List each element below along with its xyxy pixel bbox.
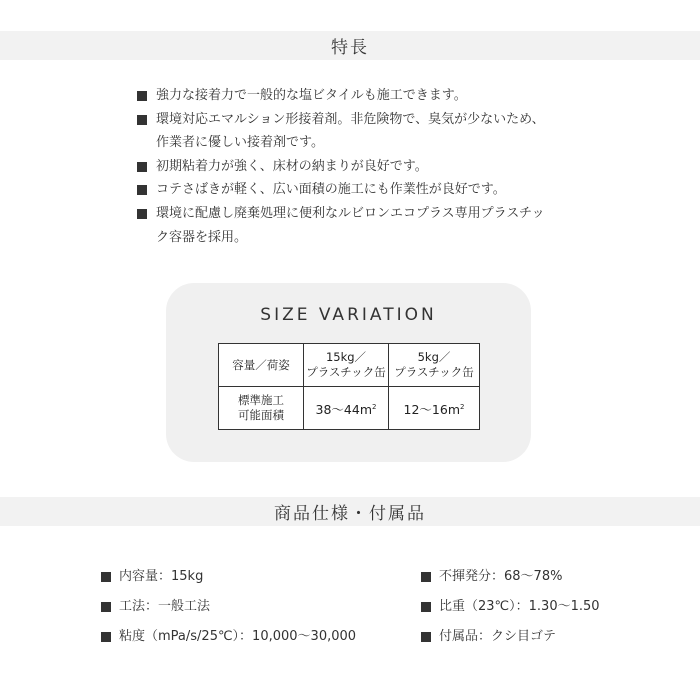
column-size: 15kg／ — [325, 350, 367, 364]
feature-item — [137, 202, 577, 249]
feature-item — [137, 84, 577, 108]
column-size: 5kg／ — [417, 350, 451, 364]
table-header-cell — [219, 344, 304, 387]
spec-item: 工法：一般工法 — [101, 596, 356, 626]
header-label: 容量／荷姿 — [232, 357, 290, 372]
row-label: 標準施工 — [238, 393, 284, 407]
table-row — [219, 344, 480, 387]
features-list — [137, 84, 577, 249]
unit-superscript: 2 — [372, 402, 377, 411]
feature-item — [137, 155, 577, 179]
feature-text: 強力な接着力で一般的な塩ビタイルも施工できます。 — [156, 88, 467, 103]
spec-item: 粘度（mPa/s/25℃）：10,000〜30,000 — [101, 626, 356, 656]
table-header-cell — [304, 344, 389, 387]
feature-item — [137, 178, 577, 202]
specs-header-band — [0, 497, 700, 526]
table-cell — [304, 387, 389, 430]
specs-list-right — [421, 566, 600, 656]
feature-text: 初期粘着力が強く、床材の納まりが良好です。 — [156, 158, 428, 174]
feature-text: 環境に配慮し廃棄処理に便利なルビロンエコプラス専用プラスチッ — [156, 205, 545, 221]
size-variation-table — [218, 343, 480, 430]
feature-text: 作業者に優しい接着剤です。 — [156, 135, 324, 151]
spec-item: 不揮発分：68〜78% — [421, 566, 600, 596]
row-label: 可能面積 — [238, 408, 284, 422]
coverage-value: 12〜16m — [403, 401, 461, 417]
size-variation-title: SIZE VARIATION — [260, 305, 437, 325]
feature-text: 環境対応エマルション形接着剤。非危険物で、臭気が少ないため、 — [156, 111, 545, 127]
table-cell — [389, 387, 480, 430]
features-title: 特長 — [331, 38, 369, 58]
column-package: プラスチック缶 — [394, 365, 474, 379]
specs-title: 商品仕様・付属品 — [274, 504, 426, 524]
size-variation-panel — [166, 283, 531, 462]
table-row — [219, 387, 480, 430]
unit-superscript: 2 — [460, 402, 465, 411]
coverage-value: 38〜44m — [315, 401, 373, 417]
column-package: プラスチック缶 — [306, 365, 386, 379]
spec-item: 比重（23℃）：1.30〜1.50 — [421, 596, 600, 626]
spec-item: 付属品：クシ目ゴテ — [421, 626, 600, 656]
table-row-label-cell — [219, 387, 304, 430]
features-header-band — [0, 31, 700, 60]
specs-list-left — [101, 566, 356, 656]
feature-text: ク容器を採用。 — [156, 229, 248, 245]
feature-text: コテさばきが軽く、広い面積の施工にも作業性が良好です。 — [156, 182, 506, 198]
feature-item — [137, 108, 577, 155]
spec-item: 内容量：15kg — [101, 566, 356, 596]
table-header-cell — [389, 344, 480, 387]
